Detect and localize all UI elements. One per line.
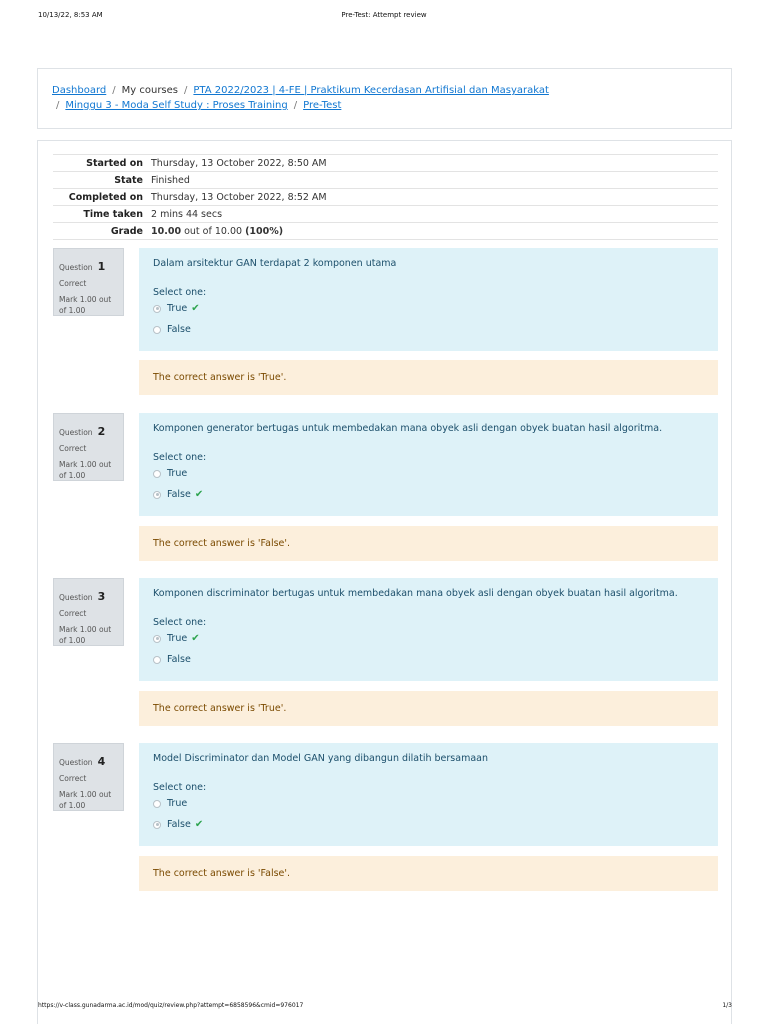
summary-value xyxy=(151,223,718,240)
summary-label: Time taken xyxy=(83,208,143,220)
print-date: 10/13/22, 8:53 AM xyxy=(38,11,103,19)
breadcrumb-separator: / xyxy=(293,100,298,111)
question-mark: Mark 1.00 out of 1.00 xyxy=(59,625,112,645)
option-label: True xyxy=(167,303,188,314)
question-label: Question xyxy=(59,263,93,272)
radio-button[interactable] xyxy=(153,305,161,313)
breadcrumb-separator: / xyxy=(112,85,116,96)
option-label: False xyxy=(167,819,191,830)
summary-value: Finished xyxy=(151,174,190,186)
question-text: Model Discriminator dan Model GAN yang dibangun dilatih bersamaan xyxy=(153,753,488,764)
breadcrumb-pretest-link[interactable]: Pre-Test xyxy=(303,100,342,111)
breadcrumb-separator: / xyxy=(56,100,60,111)
question-number: 2 xyxy=(97,425,106,438)
radio-button[interactable] xyxy=(153,635,161,643)
option-label: True xyxy=(167,633,188,644)
question-text: Dalam arsitektur GAN terdapat 2 komponen utama xyxy=(153,258,397,269)
question-feedback: The correct answer is 'True'. xyxy=(139,360,718,395)
question-feedback: The correct answer is 'True'. xyxy=(139,691,718,726)
radio-button[interactable] xyxy=(153,326,161,334)
radio-button[interactable] xyxy=(153,491,161,499)
question-label: Question xyxy=(59,593,93,602)
question-state: Correct xyxy=(59,609,87,618)
question-info xyxy=(53,248,124,316)
summary-value: Thursday, 13 October 2022, 8:50 AM xyxy=(151,157,327,169)
breadcrumb-separator: / xyxy=(184,85,188,96)
summary-row-state xyxy=(53,172,718,189)
option-label: True xyxy=(167,468,188,479)
question-content xyxy=(139,743,718,846)
select-one-label: Select one: xyxy=(153,452,207,463)
radio-button[interactable] xyxy=(153,821,161,829)
summary-value: Thursday, 13 October 2022, 8:52 AM xyxy=(151,191,327,203)
check-icon: ✔ xyxy=(191,633,200,644)
attempt-summary-table xyxy=(53,154,718,240)
question-state: Correct xyxy=(59,279,87,288)
question-content xyxy=(139,578,718,681)
print-footer xyxy=(0,1002,768,1014)
option-label: False xyxy=(167,324,191,335)
question-number: 3 xyxy=(97,590,106,603)
breadcrumb-dashboard-link[interactable]: Dashboard xyxy=(52,85,107,96)
option-false[interactable] xyxy=(153,488,704,501)
question-mark: Mark 1.00 out of 1.00 xyxy=(59,790,112,810)
summary-label: State xyxy=(114,174,143,186)
question-feedback: The correct answer is 'False'. xyxy=(139,526,718,561)
question-text: Komponen discriminator bertugas untuk membedakan mana obyek asli dengan obyek buatan hasil algoritma. xyxy=(153,588,678,599)
question-mark: Mark 1.00 out of 1.00 xyxy=(59,295,112,315)
summary-label: Completed on xyxy=(68,191,143,203)
question-label: Question xyxy=(59,428,93,437)
question-state: Correct xyxy=(59,774,87,783)
summary-row-grade xyxy=(53,223,718,240)
select-one-label: Select one: xyxy=(153,782,207,793)
question-text: Komponen generator bertugas untuk membedakan mana obyek asli dengan obyek buatan hasil algoritma. xyxy=(153,423,663,434)
question-number: 1 xyxy=(97,260,106,273)
question-number: 4 xyxy=(97,755,106,768)
option-false[interactable] xyxy=(153,653,704,666)
breadcrumb xyxy=(37,68,732,129)
breadcrumb-section-link[interactable]: Minggu 3 - Moda Self Study : Proses Training xyxy=(65,100,288,111)
summary-row-time xyxy=(53,206,718,223)
question-info xyxy=(53,578,124,646)
option-label: False xyxy=(167,489,191,500)
radio-button[interactable] xyxy=(153,470,161,478)
option-true[interactable] xyxy=(153,302,704,315)
radio-button[interactable] xyxy=(153,656,161,664)
question-info xyxy=(53,743,124,811)
summary-row-completed xyxy=(53,189,718,206)
check-icon: ✔ xyxy=(191,303,200,314)
print-title: Pre-Test: Attempt review xyxy=(341,11,427,19)
grade-score: 10.00 xyxy=(151,225,182,237)
breadcrumb-line-2 xyxy=(56,100,341,111)
breadcrumb-my-courses: My courses xyxy=(121,85,179,96)
question-content xyxy=(139,248,718,351)
question-info xyxy=(53,413,124,481)
print-header xyxy=(0,11,768,23)
grade-percent: (100%) xyxy=(245,225,284,237)
option-true[interactable] xyxy=(153,467,704,480)
print-page-number: 1/3 xyxy=(722,1002,732,1009)
attempt-review-region xyxy=(37,140,732,1024)
grade-outof: out of 10.00 xyxy=(184,225,243,237)
question-state: Correct xyxy=(59,444,87,453)
summary-row-started xyxy=(53,155,718,172)
select-one-label: Select one: xyxy=(153,617,207,628)
question-mark: Mark 1.00 out of 1.00 xyxy=(59,460,112,480)
print-url: https://v-class.gunadarma.ac.id/mod/quiz/review.php?attempt=6858596&cmid=976017 xyxy=(38,1002,304,1009)
select-one-label: Select one: xyxy=(153,287,207,298)
check-icon: ✔ xyxy=(194,819,204,830)
summary-label: Started on xyxy=(86,157,143,169)
summary-value: 2 mins 44 secs xyxy=(151,208,223,220)
option-true[interactable] xyxy=(153,632,704,645)
breadcrumb-course-link[interactable]: PTA 2022/2023 | 4-FE | Praktikum Kecerdasan Artifisial dan Masyarakat xyxy=(193,85,549,96)
check-icon: ✔ xyxy=(194,489,204,500)
question-label: Question xyxy=(59,758,93,767)
option-false[interactable] xyxy=(153,323,704,336)
question-feedback: The correct answer is 'False'. xyxy=(139,856,718,891)
option-label: False xyxy=(167,654,191,665)
radio-button[interactable] xyxy=(153,800,161,808)
question-content xyxy=(139,413,718,516)
option-label: True xyxy=(167,798,188,809)
breadcrumb-line-1 xyxy=(52,85,549,96)
summary-label: Grade xyxy=(110,225,143,237)
option-true[interactable] xyxy=(153,797,704,810)
option-false[interactable] xyxy=(153,818,704,831)
